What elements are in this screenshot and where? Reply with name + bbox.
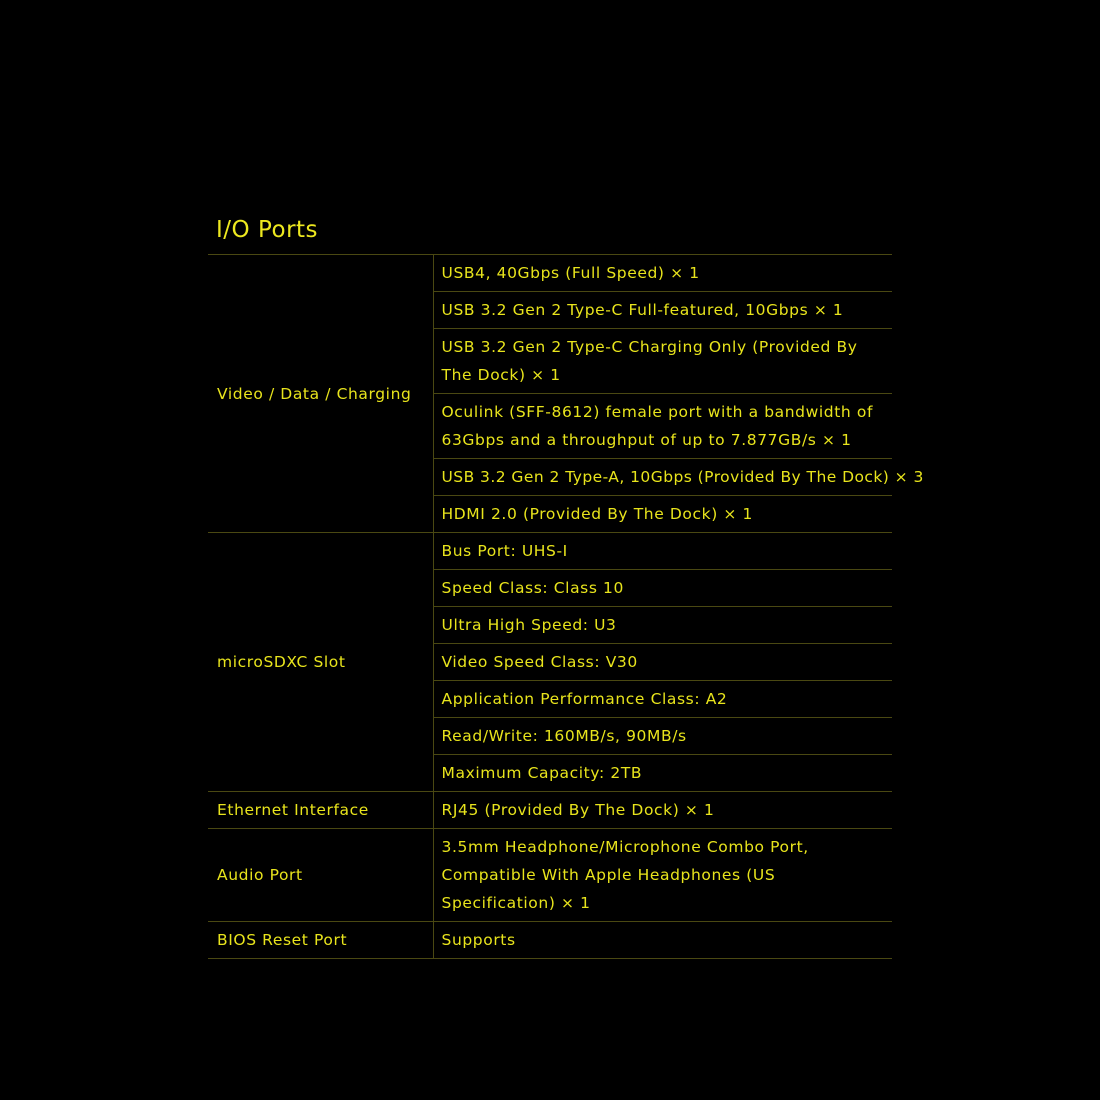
spec-value: HDMI 2.0 (Provided By The Dock) × 1 (433, 496, 892, 533)
spec-value: Oculink (SFF-8612) female port with a bandwidth of 63Gbps and a throughput of up to 7.877GB/s × 1 (433, 394, 892, 459)
spec-label-microsdxc-slot: microSDXC Slot (208, 533, 433, 792)
spec-value: USB 3.2 Gen 2 Type-C Charging Only (Provided By The Dock) × 1 (433, 329, 892, 394)
spec-label-bios-reset-port: BIOS Reset Port (208, 922, 433, 959)
spec-value: Ultra High Speed: U3 (433, 607, 892, 644)
spec-value: USB 3.2 Gen 2 Type-A, 10Gbps (Provided By The Dock) × 3 (433, 459, 892, 496)
spec-row (208, 829, 892, 922)
spec-row (208, 792, 892, 829)
spec-label-audio-port: Audio Port (208, 829, 433, 922)
spec-label-video-data-charging: Video / Data / Charging (208, 255, 433, 533)
spec-row (208, 533, 892, 570)
io-ports-section (208, 212, 924, 959)
spec-value: Video Speed Class: V30 (433, 644, 892, 681)
spec-value: RJ45 (Provided By The Dock) × 1 (433, 792, 892, 829)
spec-value: Supports (433, 922, 892, 959)
spec-table (208, 254, 924, 959)
spec-row (208, 922, 892, 959)
section-title: I/O Ports (216, 217, 319, 243)
spec-value: USB 3.2 Gen 2 Type-C Full-featured, 10Gbps × 1 (433, 292, 892, 329)
spec-row (208, 255, 892, 292)
spec-value: Read/Write: 160MB/s, 90MB/s (433, 718, 892, 755)
spec-label-ethernet-interface: Ethernet Interface (208, 792, 433, 829)
spec-value: Maximum Capacity: 2TB (433, 755, 892, 792)
spec-value: Application Performance Class: A2 (433, 681, 892, 718)
spec-value: 3.5mm Headphone/Microphone Combo Port, Compatible With Apple Headphones (US Specification) × 1 (433, 829, 892, 922)
spec-value: Bus Port: UHS-I (433, 533, 892, 570)
spec-value: Speed Class: Class 10 (433, 570, 892, 607)
spec-value: USB4, 40Gbps (Full Speed) × 1 (433, 255, 892, 292)
